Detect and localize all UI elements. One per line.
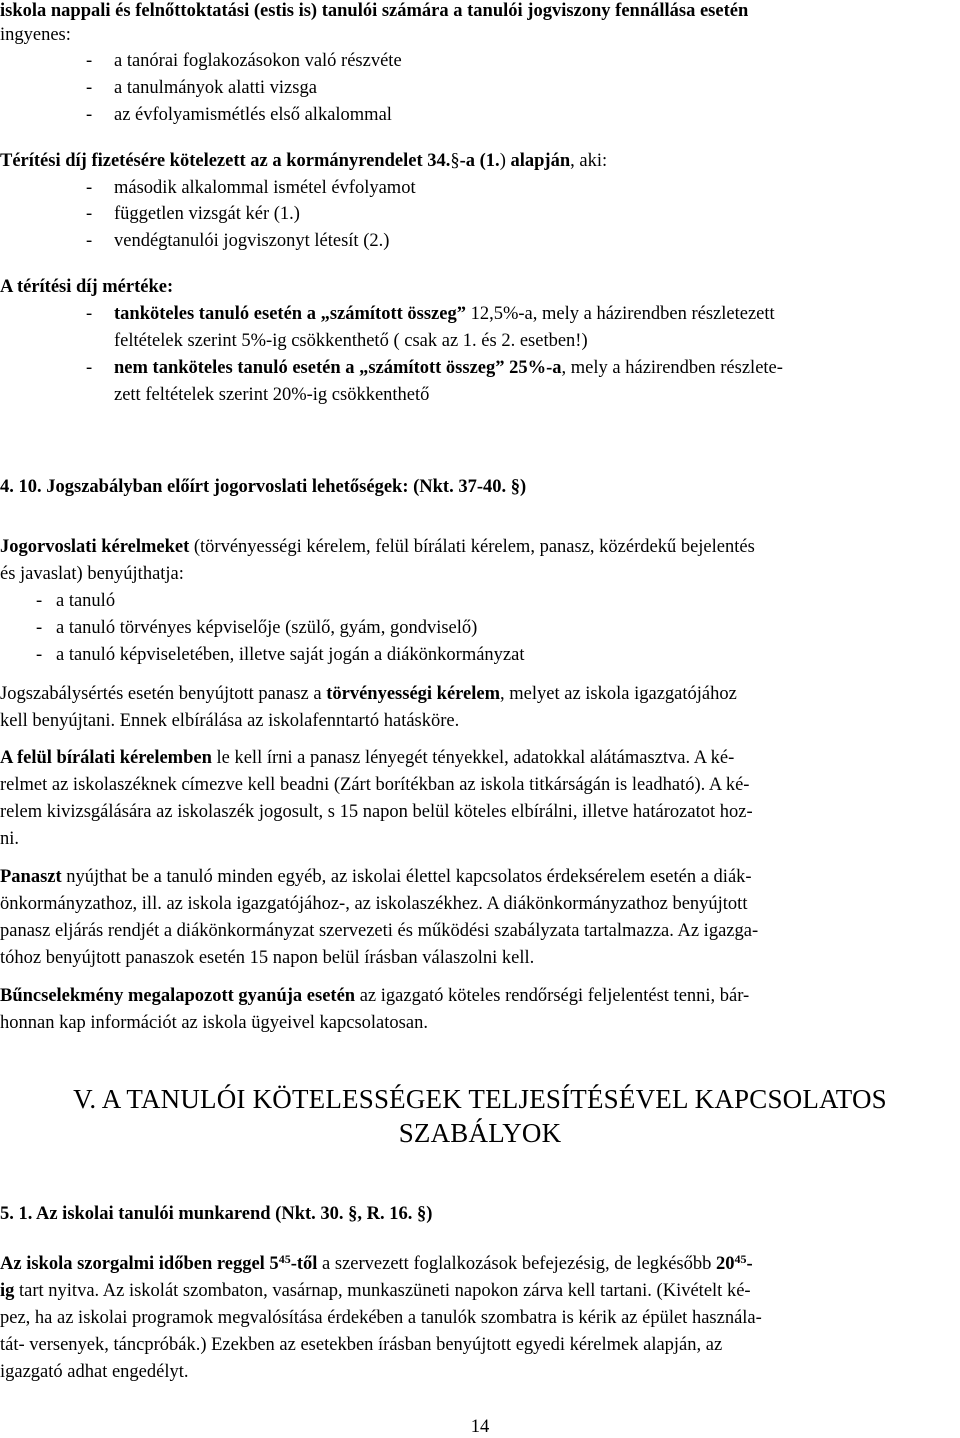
rate-heading: A térítési díj mértéke: [0,277,174,297]
remedy-p5-line2: honnan kap információt az iskola ügyeivel kapcsolatosan. [0,1013,428,1033]
rate-item2-line2: zett feltételek szerint 20%-ig csökkenthető [114,385,430,405]
remedy-p4-line4: tóhoz benyújtott panaszok esetén 15 napon belül írásban válaszolni kell. [0,948,535,968]
remedy-p3-line2: relmet az iskolaszéknek címezve kell beadni (Zárt borítékban az iskola titkárságán is leadható). A ké- [0,775,750,795]
remedy-p4-line1: Panaszt nyújthat be a tanuló minden egyéb, az iskolai élettel kapcsolatos érdeksérelem esetén a diák- [0,867,752,887]
remedy-p4-line2: önkormányzathoz, ill. az iskola igazgatójához-, az iskolaszékhez. A diákönkormányzathoz benyújtott [0,894,748,914]
remedy-p2-line1: Jogszabálysértés esetén benyújtott panasz a törvényességi kérelem, melyet az iskola igazgatójához [0,684,737,704]
schedule-line-1: Az iskola szorgalmi időben reggel $5^{45}$-től a szervezett foglalkozások befejezésig, de legkésőbb $20^{45}-$ [0,1252,753,1274]
page-number: 14 [470,1417,490,1437]
schedule-line-2: ig tart nyitva. Az iskolát szombaton, vasárnap, munkaszüneti napokon zárva kell tartani. (Kivételt ké- [0,1281,751,1301]
chapter-title-line-2: SZABÁLYOK [398,1118,562,1148]
remedy-p3-line1: A felül bírálati kérelemben le kell írni a panasz lényegét tényekkel, adatokkal alátámasztva. A ké- [0,748,735,768]
remedy-p2-line2: kell benyújtani. Ennek elbírálása az iskolafenntartó hatásköre. [0,711,460,731]
list-item: - a tanuló törvényes képviselője (szülő, gyám, gondviselő) [36,618,478,638]
chapter-title-line-1: V. A TANULÓI KÖTELESSÉGEK TELJESÍTÉSÉVEL KAPCSOLATOS [73,1084,887,1114]
list-item: - a tanuló képviseletében, illetve saját jogán a diákönkormányzat [36,645,525,665]
remedy-p1-line1: Jogorvoslati kérelmeket (törvényességi kérelem, felül bírálati kérelem, panasz, közérdekű bejelentés [0,537,755,557]
remedy-p3-line3: relem kivizsgálására az iskolaszék jogosult, s 15 napon belül köteles elbírálni, illetve határozatot hoz- [0,802,753,822]
list-item: - a tanórai foglakozásokon való részvéte [86,51,402,71]
schedule-line-3: pez, ha az iskolai programok megvalósítása érdekében a tanulók szombatra is kérik az épület használa- [0,1308,762,1328]
list-item: - az évfolyamismétlés első alkalommal [86,105,392,125]
list-item: - független vizsgát kér (1.) [86,204,300,224]
list-item: - a tanulmányok alatti vizsga [86,78,317,98]
remedy-p3-line4: ni. [0,829,20,849]
schedule-line-4: tát- versenyek, táncpróbák.) Ezekben az esetekben írásban benyújtott egyedi kérelmek alapján, az [0,1335,723,1355]
section-heading-4-10: 4. 10. Jogszabályban előírt jogorvoslati lehetőségek: (Nkt. 37-40. §) [0,477,527,497]
list-item: - tanköteles tanuló esetén a „számított összeg” 12,5%-a, mely a házirendben részletezett [86,304,775,324]
list-item: - második alkalommal ismétel évfolyamot [86,178,416,198]
list-item: - nem tanköteles tanuló esetén a „számított összeg” 25%-a, mely a házirendben részlete- [86,358,783,378]
intro-line-2: ingyenes: [0,25,71,45]
remedy-p5-line1: Bűncselekmény megalapozott gyanúja esetén az igazgató köteles rendőrségi feljelentést tenni, bár- [0,986,750,1006]
list-item: - a tanuló [36,591,116,611]
rate-item1-line2: feltételek szerint 5%-ig csökkenthető ( csak az 1. és 2. esetben!) [114,331,588,351]
remedy-p4-line3: panasz eljárás rendjét a diákönkormányzat szervezeti és működési szabályzata tartalmazza. Az igazga- [0,921,759,941]
schedule-line-5: igazgató adhat engedélyt. [0,1362,189,1382]
list-item: - vendégtanulói jogviszonyt létesít (2.) [86,231,390,251]
section-heading-5-1: 5. 1. Az iskolai tanulói munkarend (Nkt. 30. §, R. 16. §) [0,1204,433,1224]
remedy-p1-line2: és javaslat) benyújthatja: [0,564,184,584]
fee-heading: Térítési díj fizetésére kötelezett az a kormányrendelet 34.§-a (1.) alapján, aki: [0,151,608,171]
intro-line-1: iskola nappali és felnőttoktatási (estis is) tanulói számára a tanulói jogviszony fennállása esetén [0,1,749,21]
